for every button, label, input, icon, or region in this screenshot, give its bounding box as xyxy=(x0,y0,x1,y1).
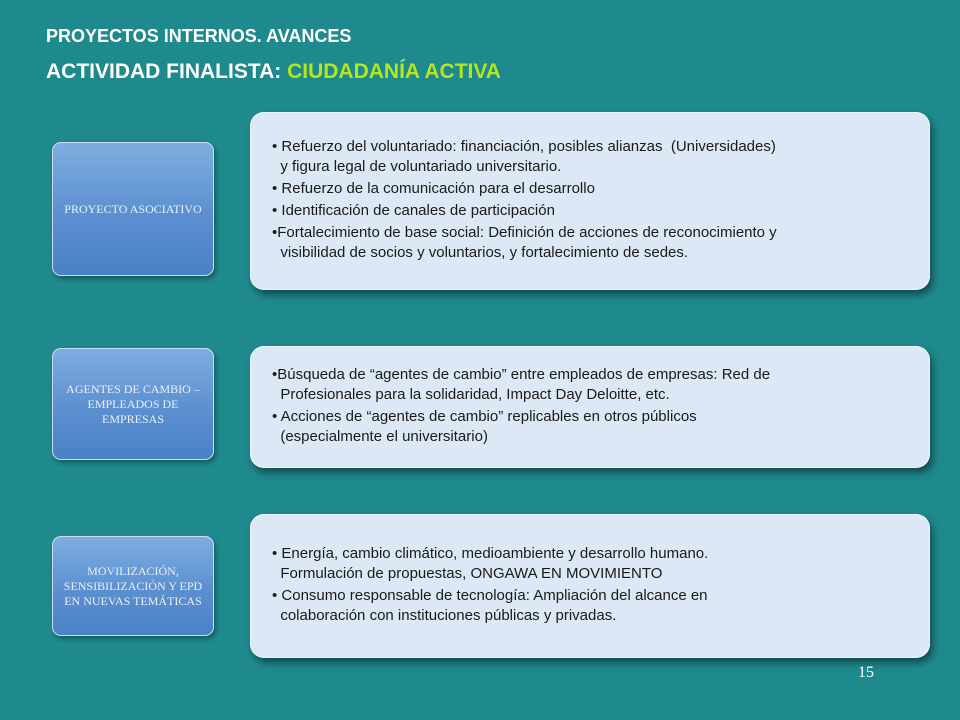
content-box-proyecto-asociativo xyxy=(250,112,930,290)
bullet-item xyxy=(272,365,910,405)
bullet-text: • Refuerzo del voluntariado: financiación, posibles alianzas (Universidades) y figura legal de voluntariado universitario. xyxy=(272,138,776,175)
bullet-text: • Consumo responsable de tecnología: Ampliación del alcance en colaboración con instituciones públicas y privadas. xyxy=(272,587,708,624)
bullet-item xyxy=(272,201,910,221)
bullet-text: • Identificación de canales de participación xyxy=(272,202,555,219)
bullet-text: • Refuerzo de la comunicación para el desarrollo xyxy=(272,180,595,197)
label-text: AGENTES DE CAMBIO – EMPLEADOS DE EMPRESAS xyxy=(66,381,200,426)
page-number: 15 xyxy=(858,664,874,681)
subtitle-accent: CIUDADANÍA ACTIVA xyxy=(287,60,501,83)
bullet-item xyxy=(272,223,910,263)
content-box-agentes-de-cambio xyxy=(250,346,930,468)
bullet-item xyxy=(272,586,910,626)
label-text: PROYECTO ASOCIATIVO xyxy=(64,201,202,216)
slide-title: PROYECTOS INTERNOS. AVANCES xyxy=(46,26,352,46)
label-text: MOVILIZACIÓN, SENSIBILIZACIÓN Y EPD EN NUEVAS TEMÁTICAS xyxy=(63,563,203,608)
content-box-movilizacion xyxy=(250,514,930,658)
bullet-item xyxy=(272,137,910,177)
label-movilizacion xyxy=(52,536,214,636)
bullet-text: • Energía, cambio climático, medioambiente y desarrollo humano. Formulación de propuestas, ONGAWA EN MOVIMIENTO xyxy=(272,545,709,582)
label-agentes-de-cambio xyxy=(52,348,214,460)
slide-subtitle xyxy=(46,60,501,84)
bullet-text: •Búsqueda de “agentes de cambio” entre empleados de empresas: Red de Profesionales para la solidaridad, Impact Day Deloitte, etc. xyxy=(272,366,771,403)
bullet-item xyxy=(272,179,910,199)
bullet-item xyxy=(272,544,910,584)
bullet-item xyxy=(272,407,910,447)
subtitle-prefix: ACTIVIDAD FINALISTA: xyxy=(46,60,288,83)
label-proyecto-asociativo xyxy=(52,142,214,276)
bullet-text: •Fortalecimiento de base social: Definición de acciones de reconocimiento y visibilidad de socios y voluntarios, y fortalecimiento de sedes. xyxy=(272,224,777,261)
bullet-text: • Acciones de “agentes de cambio” replicables en otros públicos (especialmente el universitario) xyxy=(272,408,697,445)
